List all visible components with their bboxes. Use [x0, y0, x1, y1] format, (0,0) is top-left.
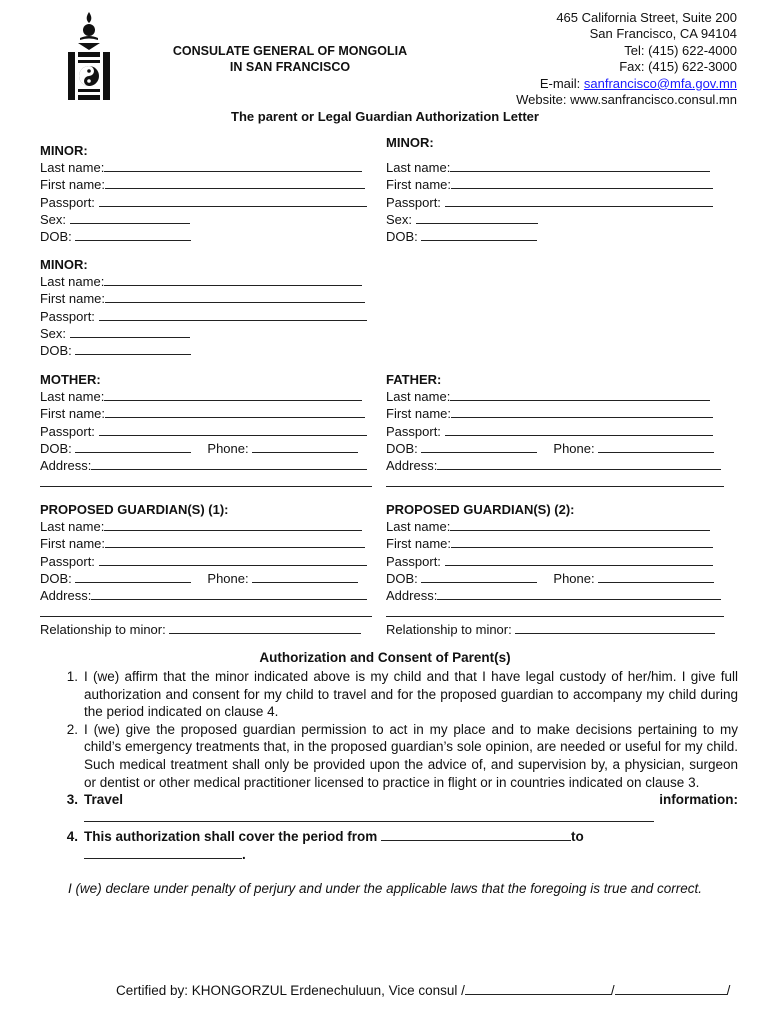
consulate-name [140, 43, 440, 75]
guardian-1-address-line-2[interactable] [40, 604, 372, 621]
org-line-2: IN SAN FRANCISCO [229, 60, 351, 74]
guardian-1-phone-label: Phone: [207, 570, 253, 586]
father-first-name-field[interactable]: First name: [386, 405, 724, 422]
website: Website: www.sanfrancisco.consul.mn [516, 92, 737, 108]
declaration: I (we) declare under penalty of perjury and under the applicable laws that the foregoing is true and correct. [67, 881, 703, 896]
minor-1-first-name-field[interactable]: First name: [40, 176, 367, 193]
minor-2-passport-field[interactable]: Passport: [386, 194, 713, 211]
minor-3-dob-field[interactable]: DOB: [40, 342, 367, 359]
guardian-1-dob-phone-field[interactable]: DOB: Phone: [40, 570, 372, 587]
minor-1-section [40, 143, 367, 245]
father-passport-field[interactable]: Passport: [386, 423, 724, 440]
clause-3-field[interactable] [38, 809, 738, 827]
minor-2-dob-field[interactable]: DOB: [386, 228, 713, 245]
guardian-1-first-name-field[interactable]: First name: [40, 535, 372, 552]
guardian-2-passport-field[interactable]: Passport: [386, 553, 724, 570]
clause-3-label: Travel [84, 792, 124, 808]
guardian-2-phone-label: Phone: [553, 570, 599, 586]
document-title: The parent or Legal Guardian Authorization Letter [231, 109, 539, 124]
mother-last-name-field[interactable]: Last name: [40, 388, 372, 405]
clause-3-number: 3. [66, 792, 78, 808]
period-to-field[interactable] [84, 846, 242, 859]
clause-3 [38, 791, 738, 809]
minor-3-sex-field[interactable]: Sex: [40, 325, 367, 342]
guardian-2-address-line-2[interactable] [386, 604, 724, 621]
minor-2-section [386, 135, 713, 245]
clause-1 [38, 668, 738, 721]
guardian-2-section [386, 502, 724, 639]
minor-3-section [40, 257, 367, 359]
father-section [386, 372, 724, 491]
clause-2 [38, 721, 738, 791]
email-line [516, 76, 737, 92]
guardian-2-address-field[interactable]: Address: [386, 587, 724, 604]
clause-4-to: to [571, 829, 584, 845]
guardian-2-dob-phone-field[interactable]: DOB: Phone: [386, 570, 724, 587]
father-address-field[interactable]: Address: [386, 457, 724, 474]
email-label: E-mail: [539, 75, 584, 91]
minor-3-heading: MINOR: [40, 257, 88, 272]
father-address-line-2[interactable] [386, 474, 724, 491]
address-line-2: San Francisco, CA 94104 [589, 26, 737, 42]
father-last-name-field[interactable]: Last name: [386, 388, 724, 405]
contact-block [516, 10, 737, 108]
clause-4 [38, 828, 738, 846]
guardian-1-passport-field[interactable]: Passport: [40, 553, 372, 570]
father-heading: FATHER: [386, 372, 442, 387]
father-phone-label: Phone: [553, 440, 599, 456]
guardian-2-relationship-field[interactable]: Relationship to minor: [386, 621, 724, 638]
mother-passport-field[interactable]: Passport: [40, 423, 372, 440]
clause-2-number: 2. [66, 721, 78, 737]
guardian-2-heading: PROPOSED GUARDIAN(S) (2): [386, 502, 575, 517]
guardian-2-first-name-field[interactable]: First name: [386, 535, 724, 552]
clause-4-text: This authorization shall cover the period from [84, 829, 382, 845]
minor-1-passport-field[interactable]: Passport: [40, 194, 367, 211]
mother-address-line-2[interactable] [40, 474, 372, 491]
minor-1-sex-field[interactable]: Sex: [40, 211, 367, 228]
minor-3-first-name-field[interactable]: First name: [40, 290, 367, 307]
soyombo-emblem-icon [64, 10, 114, 102]
guardian-1-last-name-field[interactable]: Last name: [40, 518, 372, 535]
clause-3-label-right: information: [659, 792, 738, 808]
minor-2-heading: MINOR: [386, 135, 434, 150]
mother-first-name-field[interactable]: First name: [40, 405, 372, 422]
clause-4-period-end: . [242, 846, 246, 862]
guardian-1-section [40, 502, 372, 639]
certification-line: Certified by: KHONGORZUL Erdenechuluun, Vice consul / / / [116, 983, 731, 998]
mother-address-field[interactable]: Address: [40, 457, 372, 474]
mother-section [40, 372, 372, 491]
certification-date-field[interactable] [465, 982, 611, 995]
minor-1-dob-field[interactable]: DOB: [40, 228, 367, 245]
certified-by: Certified by: KHONGORZUL Erdenechuluun, Vice consul / [116, 983, 465, 998]
minor-3-last-name-field[interactable]: Last name: [40, 273, 367, 290]
clause-1-text: I (we) affirm that the minor indicated above is my child and that I have legal custody of her/him. I give full authorization and consent for my child to travel and for the proposed guardian to accompany my child during the period indicated on clause 4. [84, 669, 738, 720]
mother-phone-label: Phone: [207, 440, 253, 456]
minor-3-passport-field[interactable]: Passport: [40, 308, 367, 325]
guardian-1-relationship-field[interactable]: Relationship to minor: [40, 621, 372, 638]
address-line-1: 465 California Street, Suite 200 [556, 10, 737, 25]
certification-signature-field[interactable] [615, 982, 727, 995]
guardian-2-last-name-field[interactable]: Last name: [386, 518, 724, 535]
mother-heading: MOTHER: [40, 372, 101, 387]
fax: Fax: (415) 622-3000 [619, 59, 737, 75]
org-line-1: CONSULATE GENERAL OF MONGOLIA [172, 44, 408, 58]
consent-clauses [38, 668, 738, 864]
consent-heading: Authorization and Consent of Parent(s) [259, 650, 511, 665]
minor-1-last-name-field[interactable]: Last name: [40, 159, 367, 176]
minor-1-heading: MINOR: [40, 143, 88, 158]
clause-2-text: I (we) give the proposed guardian permission to act in my place and to make decisions pertaining to my child’s emergency treatments that, in the proposed guardian’s sole opinion, are needed or useful for my child. Such medical treatment shall only be provided upon the advice of, and supervision by, a physician, surgeon or dentist or other medical practitioner licensed to practice in flight or in countries indicated on clause 3. [84, 721, 738, 790]
minor-2-sex-field[interactable]: Sex: [386, 211, 713, 228]
mother-dob-phone-field[interactable]: DOB: Phone: [40, 440, 372, 457]
minor-2-first-name-field[interactable]: First name: [386, 176, 713, 193]
clause-4-end [38, 846, 738, 864]
clause-1-number: 1. [66, 669, 78, 684]
guardian-1-address-field[interactable]: Address: [40, 587, 372, 604]
email-link[interactable]: sanfrancisco@mfa.gov.mn [583, 75, 737, 91]
clause-4-number: 4. [66, 829, 78, 845]
minor-2-last-name-field[interactable]: Last name: [386, 159, 713, 176]
father-dob-phone-field[interactable]: DOB: Phone: [386, 440, 724, 457]
period-from-field[interactable] [381, 828, 571, 841]
telephone: Tel: (415) 622-4000 [624, 42, 737, 58]
guardian-1-heading: PROPOSED GUARDIAN(S) (1): [40, 502, 229, 517]
